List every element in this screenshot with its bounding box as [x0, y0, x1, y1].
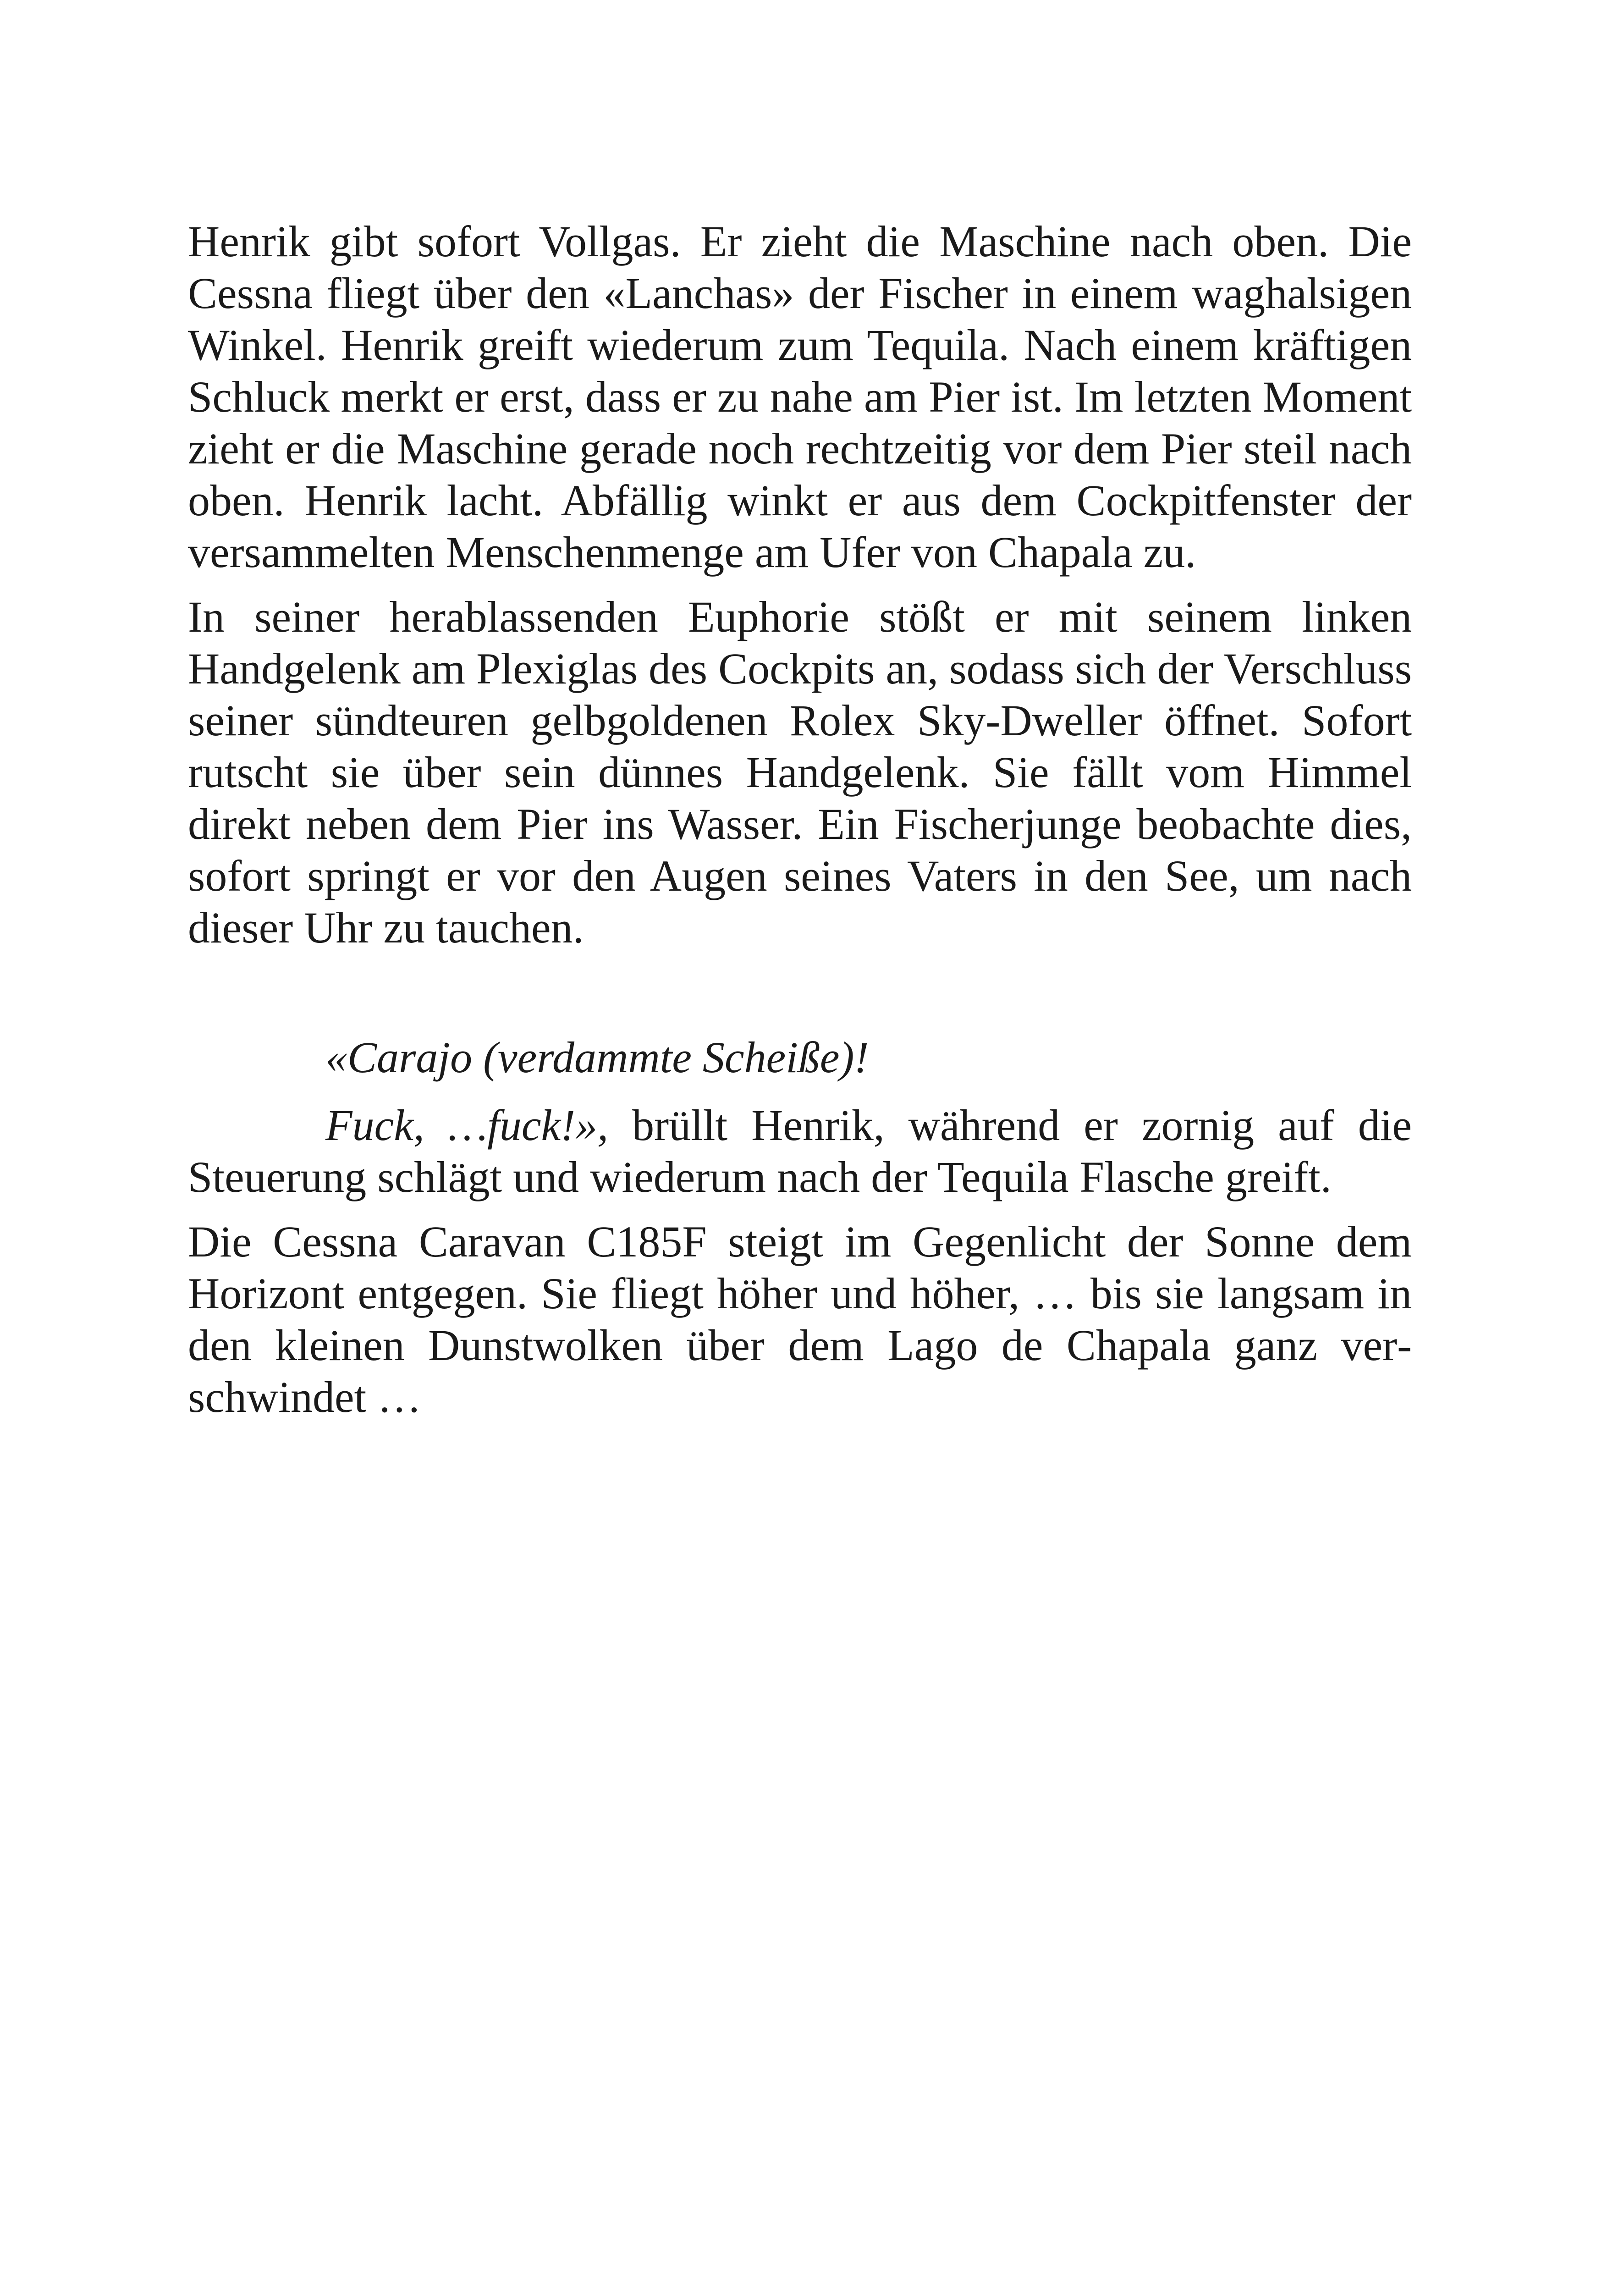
quote-roman-part: brüllt Henrik, während er zornig auf die Steuerung schlägt und wiederum nach der Tequila Flasche greift. [188, 1101, 1412, 1201]
body-text [188, 215, 1412, 1436]
paragraph-2: In seiner herablassenden Euphorie stößt er mit seinem linken Handgelenk am Plexiglas des Cockpits an, sodass sich der Verschluss seiner sündteuren gelbgoldenen Rolex Sky-Dweller öffnet. Sofort rutscht sie über sein dünnes Handgelenk. Sie fällt vom Himmel direkt neben dem Pier ins Wasser. Ein Fischerjunge beobachte dies, sofort springt er vor den Augen seines Vaters in den See, um nach dieser Uhr zu tauchen. [188, 592, 1412, 952]
paragraph-final: Die Cessna Caravan C185F steigt im Gegenlicht der Sonne dem Horizont entgegen. Sie fliegt höher und höher, … bis sie langsam in den kleinen Dunstwolken über dem Lago de Chapala ganz verschwindet … [188, 1217, 1412, 1421]
quote-italic-part: Fuck, …fuck!», [325, 1101, 609, 1150]
quote-continuation [188, 1099, 1412, 1203]
paragraph-1: Henrik gibt sofort Vollgas. Er zieht die Maschine nach oben. Die Cessna fliegt über den «Lanchas» der Fischer in einem waghalsigen Winkel. Henrik greift wiederum zum Tequila. Nach einem kräftigen Schluck merkt er erst, dass er zu nahe am Pier ist. Im letzten Moment zieht er die Maschine gerade noch rechtzeitig vor dem Pier steil nach oben. Henrik lacht. Abfällig winkt er aus dem Cockpitfenster der versammelten Menschenmenge am Ufer von Chapala zu. [188, 217, 1412, 577]
quote-line: «Carajo (verdammte Scheiße)! [325, 1033, 869, 1082]
